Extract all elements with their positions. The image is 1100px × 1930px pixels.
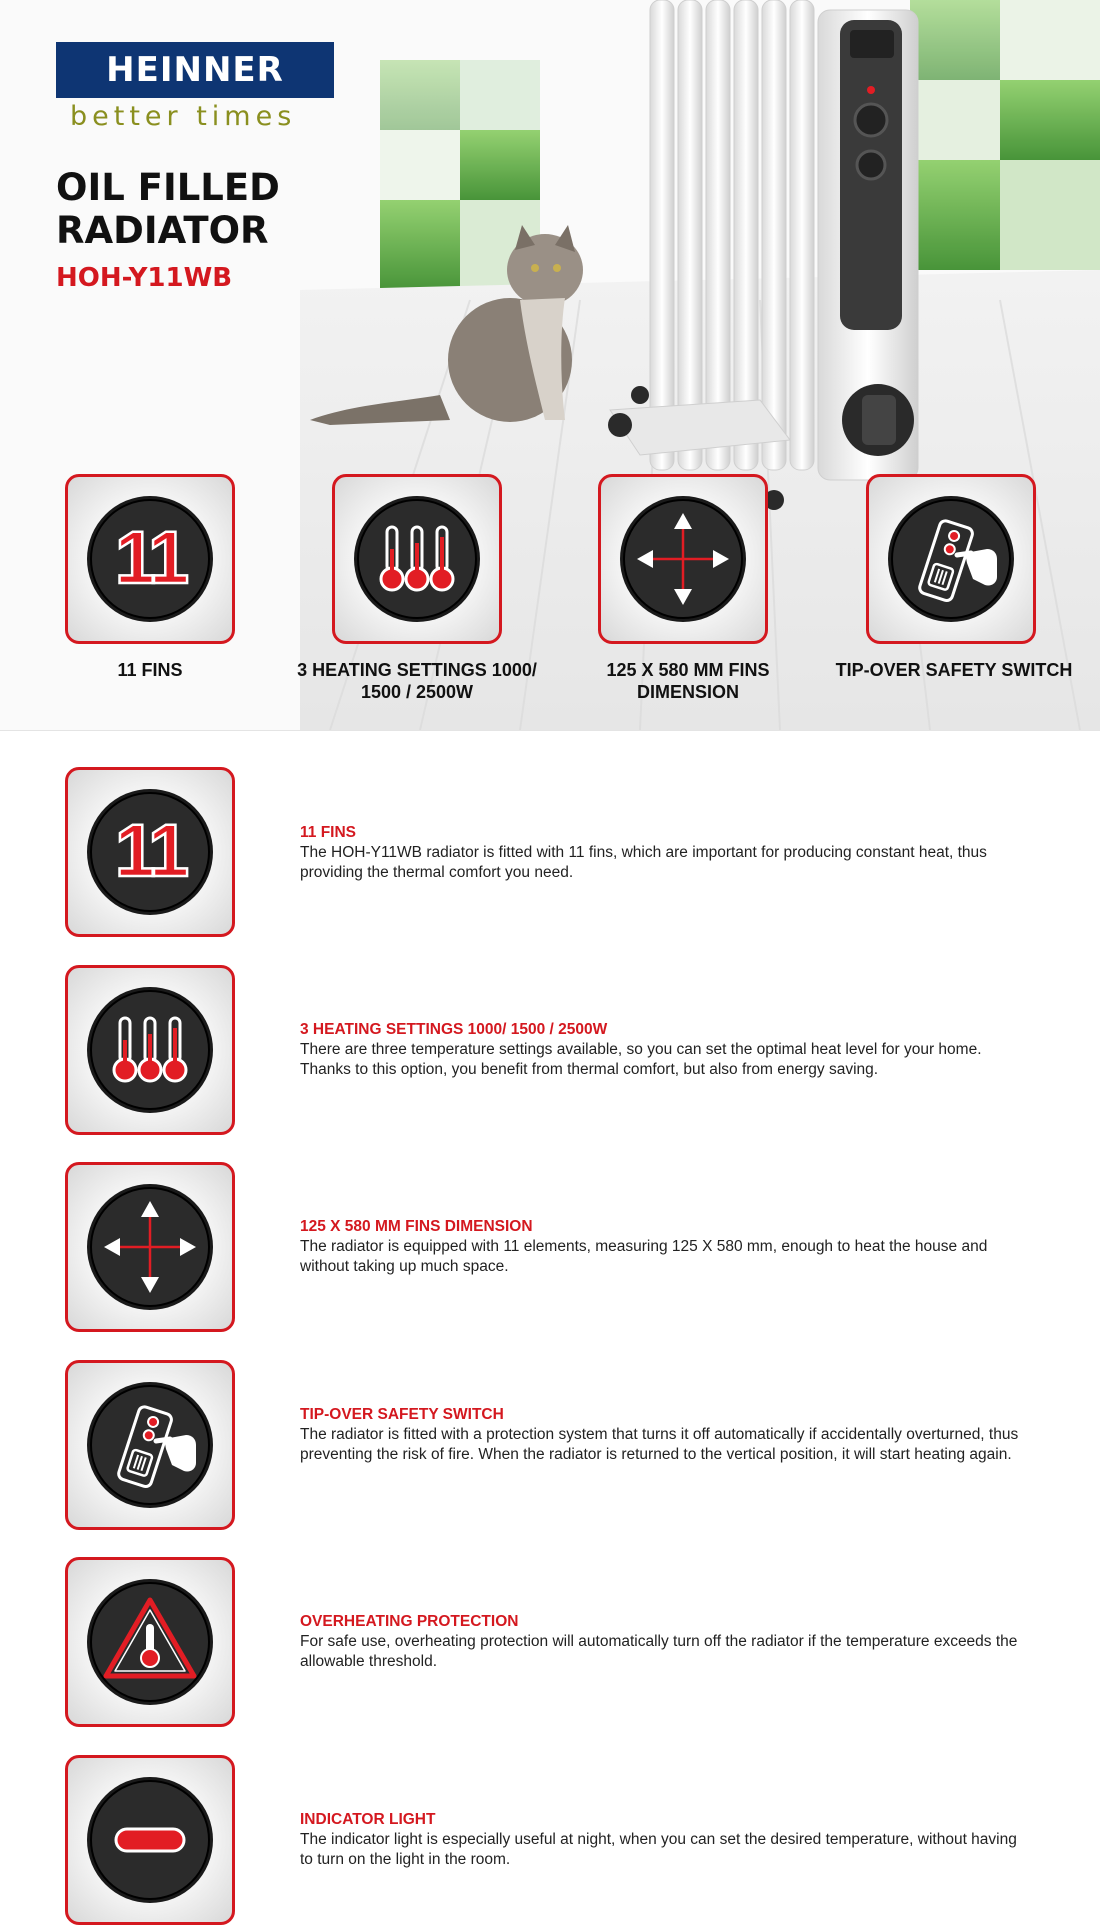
detail-text: The indicator light is especially useful at night, when you can set the desired temperature, without having to turn on the light in the room. <box>300 1831 1017 1868</box>
detail-row-fins <box>0 767 1100 937</box>
detail-text: The radiator is fitted with a protection system that turns it off automatically if accidentally overturned, thus preventing the risk of fire. When the radiator is returned to the vertical position, it will start heating again. <box>300 1426 1019 1463</box>
feature-card-dimension <box>598 474 768 644</box>
feature-card-fins <box>65 474 235 644</box>
feature-card-tip-over <box>866 474 1036 644</box>
detail-text: The radiator is equipped with 11 elements, measuring 125 X 580 mm, enough to heat the house and without taking up much space. <box>300 1238 988 1275</box>
feature-card-heating-settings <box>332 474 502 644</box>
logo-wordmark: HEINNER <box>106 50 284 90</box>
detail-row-tip-over <box>0 1360 1100 1530</box>
detail-text: The HOH-Y11WB radiator is fitted with 11 fins, which are important for producing constant heat, thus providing the thermal comfort you need. <box>300 844 987 881</box>
feature-label-tip-over: TIP-OVER SAFETY SWITCH <box>835 660 1073 680</box>
tip-over-switch-icon <box>86 1381 214 1509</box>
product-title <box>56 166 280 252</box>
detail-title: 11 FINS <box>300 824 356 841</box>
heinner-logo <box>56 42 334 98</box>
detail-title: INDICATOR LIGHT <box>300 1811 436 1828</box>
fins-11-icon <box>86 495 214 623</box>
detail-row-heating-settings <box>0 965 1100 1135</box>
product-model: HOH-Y11WB <box>56 263 233 293</box>
detail-title: 125 X 580 MM FINS DIMENSION <box>300 1218 533 1235</box>
feature-label-dimension: 125 X 580 MM FINS DIMENSION <box>606 660 770 702</box>
product-title-line1: OIL FILLED <box>56 166 280 209</box>
dimension-arrows-icon <box>86 1183 214 1311</box>
fins-11-icon <box>86 788 214 916</box>
brand-tagline: better times <box>70 101 297 132</box>
hero-banner <box>0 0 1100 731</box>
detail-title: TIP-OVER SAFETY SWITCH <box>300 1406 504 1423</box>
feature-label-heating-settings: 3 HEATING SETTINGS 1000/ 1500 / 2500W <box>297 660 537 702</box>
detail-row-overheating <box>0 1557 1100 1727</box>
dimension-arrows-icon <box>619 495 747 623</box>
detail-title: OVERHEATING PROTECTION <box>300 1613 519 1630</box>
detail-row-indicator-light <box>0 1755 1100 1925</box>
detail-text: For safe use, overheating protection will automatically turn off the radiator if the temperature exceeds the allowable threshold. <box>300 1633 1018 1670</box>
detail-text: There are three temperature settings available, so you can set the optimal heat level for your home. Thanks to this option, you benefit from thermal comfort, but also from energy saving. <box>300 1041 982 1078</box>
detail-row-dimension <box>0 1162 1100 1332</box>
detail-title: 3 HEATING SETTINGS 1000/ 1500 / 2500W <box>300 1021 608 1038</box>
thermometers-icon <box>86 986 214 1114</box>
indicator-light-icon <box>86 1776 214 1904</box>
tip-over-switch-icon <box>887 495 1015 623</box>
thermometers-icon <box>353 495 481 623</box>
feature-label-fins: 11 FINS <box>117 660 183 680</box>
product-title-line2: RADIATOR <box>56 209 269 252</box>
overheating-warning-icon <box>86 1578 214 1706</box>
